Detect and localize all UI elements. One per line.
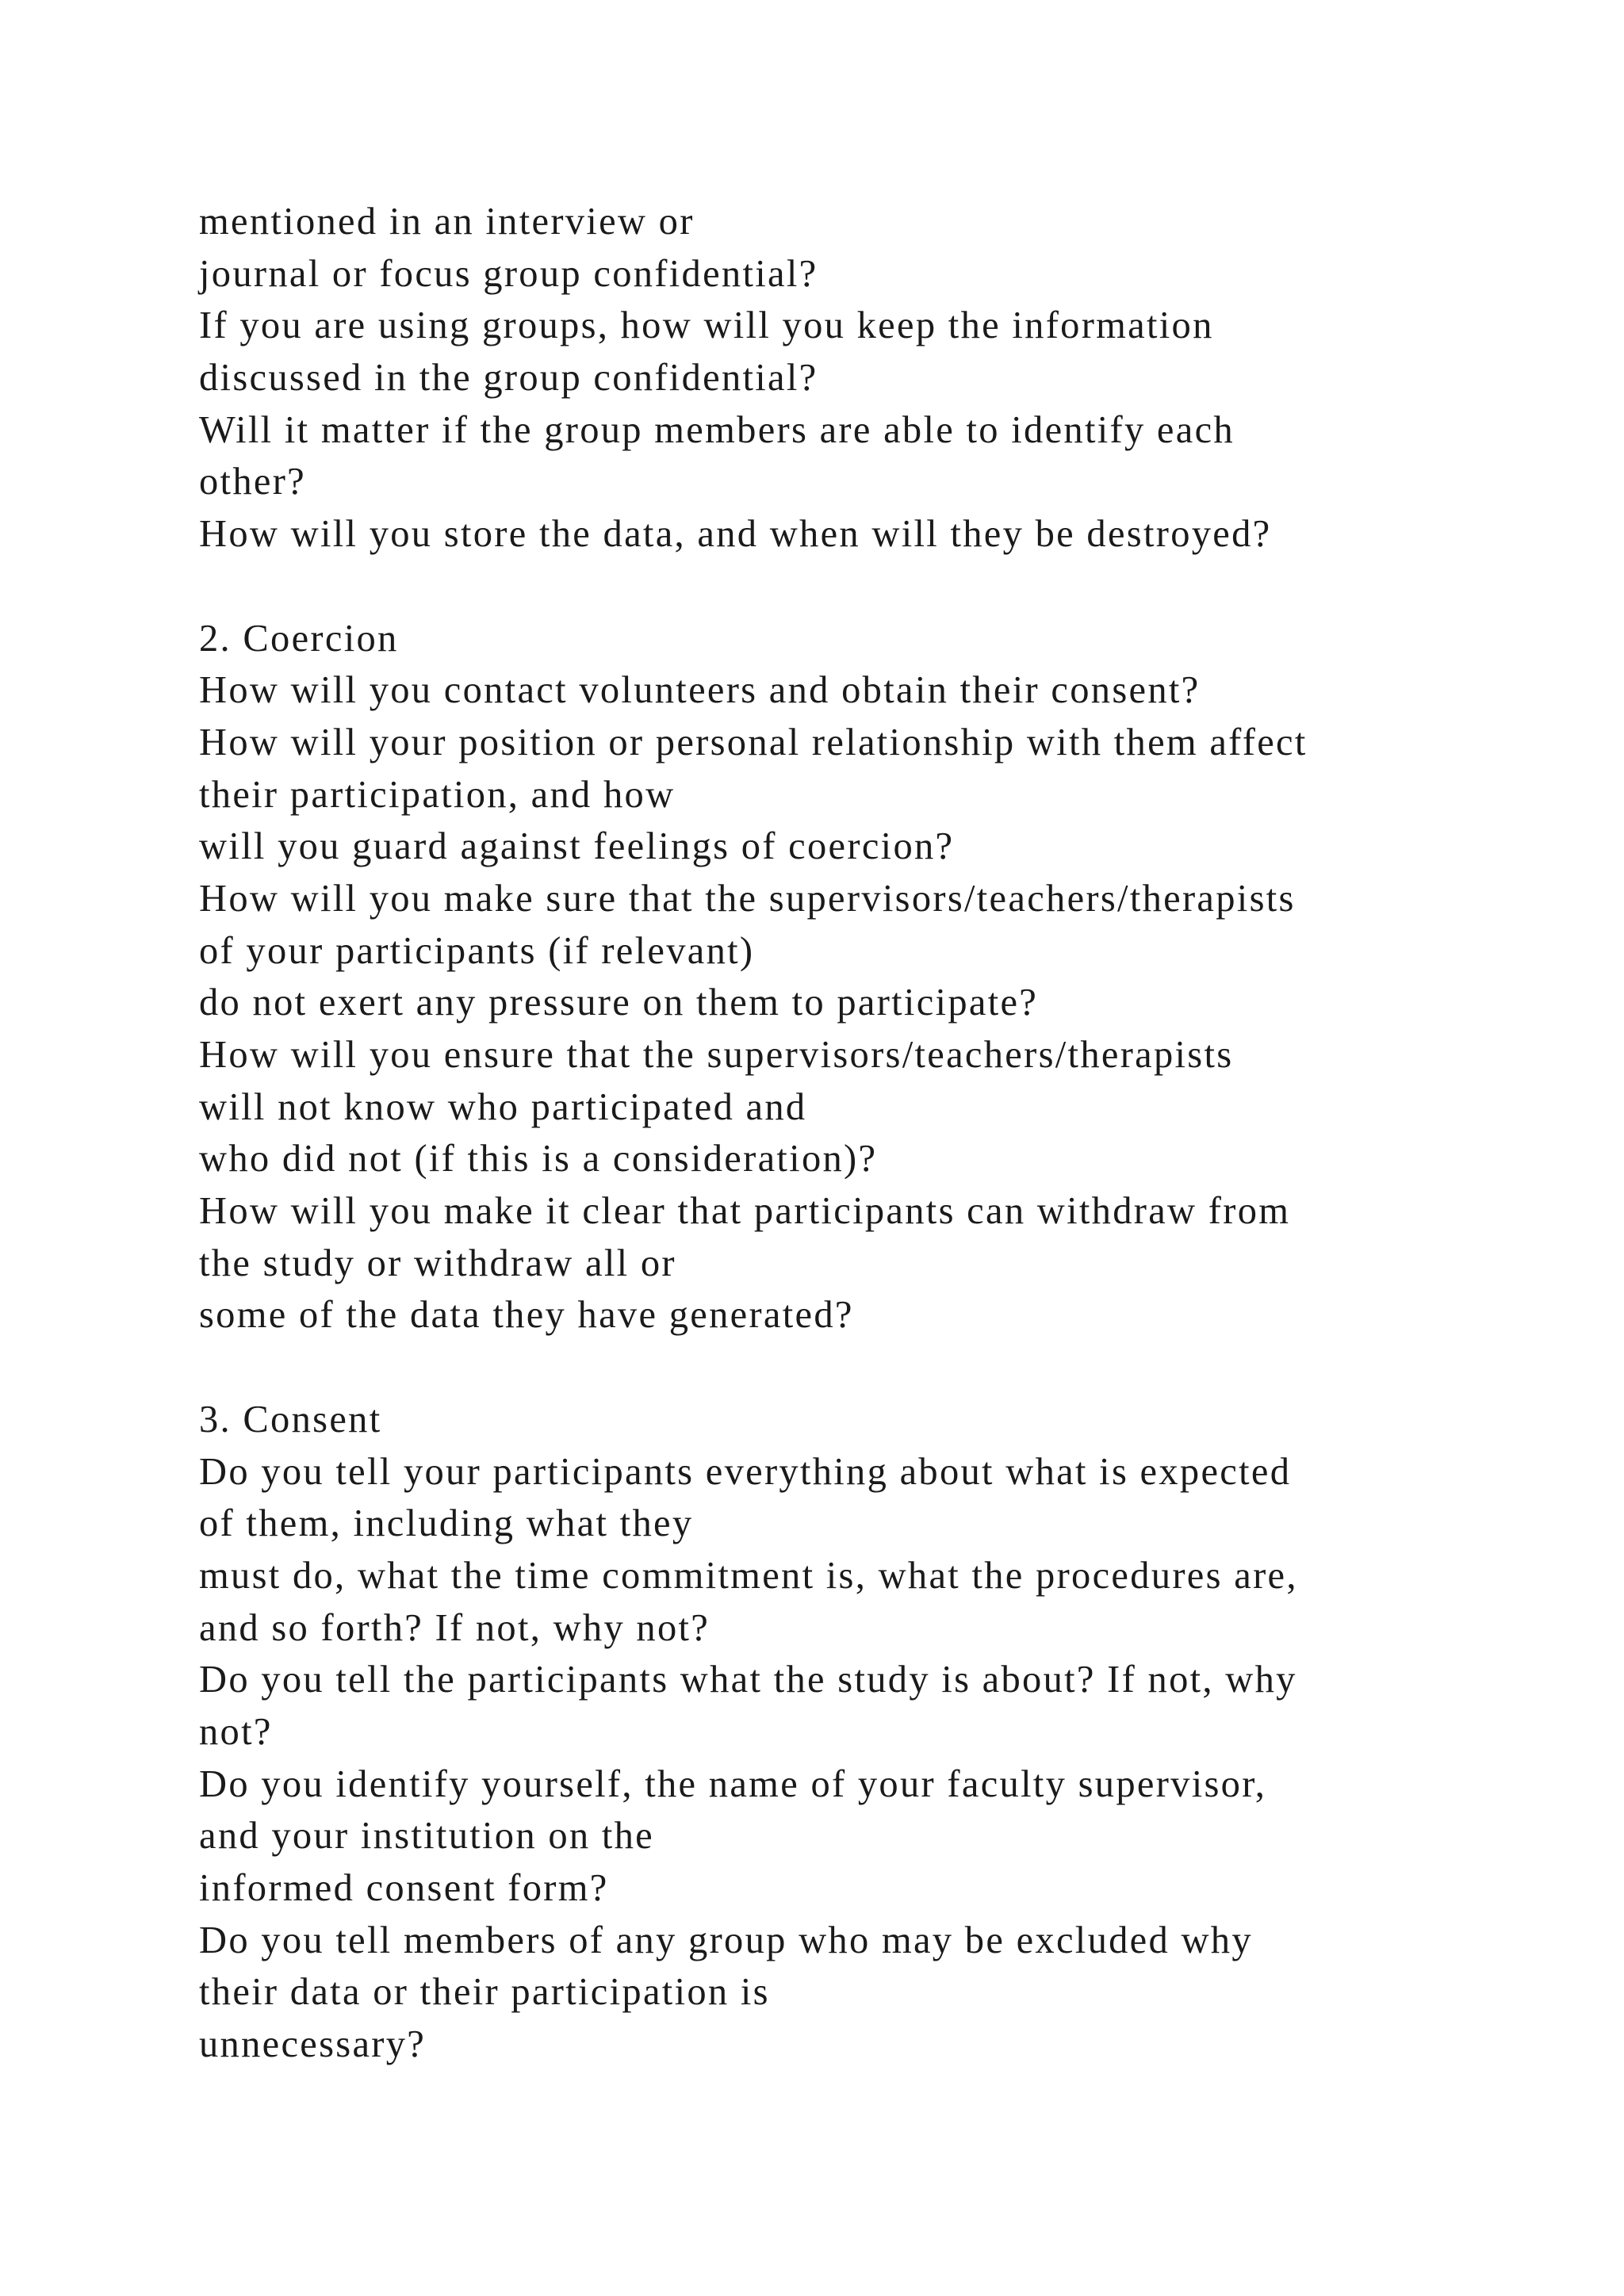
text-line: of them, including what they	[199, 1502, 694, 1545]
text-line: the study or withdraw all or	[199, 1242, 676, 1284]
text-line: How will you make sure that the supervisors/teachers/therapists	[199, 877, 1296, 920]
text-line: their data or their participation is	[199, 1971, 770, 2014]
text-line: How will your position or personal relationship with them affect	[199, 721, 1308, 763]
text-line: Will it matter if the group members are able to identify each	[199, 408, 1235, 451]
text-line: who did not (if this is a consideration)?	[199, 1138, 878, 1181]
section-heading-consent: 3. Consent	[199, 1398, 382, 1441]
text-line: Do you identify yourself, the name of your faculty supervisor,	[199, 1762, 1267, 1805]
text-line: and your institution on the	[199, 1815, 655, 1858]
text-line: some of the data they have generated?	[199, 1294, 854, 1337]
text-line: unnecessary?	[199, 2023, 427, 2066]
text-line: discussed in the group confidential?	[199, 357, 818, 400]
text-line: do not exert any pressure on them to participate?	[199, 982, 1039, 1024]
blank-line	[199, 561, 1563, 613]
text-line: How will you ensure that the supervisors/teachers/therapists	[199, 1034, 1234, 1076]
text-line: of your participants (if relevant)	[199, 929, 755, 972]
text-line: If you are using groups, how will you keep the information	[199, 304, 1214, 347]
text-line: must do, what the time commitment is, what the procedures are,	[199, 1554, 1298, 1597]
text-line: and so forth? If not, why not?	[199, 1606, 710, 1649]
text-line: How will you contact volunteers and obtain their consent?	[199, 669, 1201, 712]
text-line: will you guard against feelings of coercion?	[199, 825, 955, 868]
section-heading-coercion: 2. Coercion	[199, 617, 399, 660]
text-line: Do you tell members of any group who may be excluded why	[199, 1919, 1253, 1961]
text-line: How will you make it clear that participants can withdraw from	[199, 1190, 1291, 1233]
text-line: informed consent form?	[199, 1867, 609, 1909]
text-line: journal or focus group confidential?	[199, 252, 818, 295]
text-line: mentioned in an interview or	[199, 201, 695, 243]
document-body	[199, 196, 1563, 2071]
text-line: will not know who participated and	[199, 1085, 807, 1128]
text-line: other?	[199, 461, 306, 503]
text-line: Do you tell your participants everything about what is expected	[199, 1450, 1292, 1493]
text-line: Do you tell the participants what the study is about? If not, why	[199, 1659, 1297, 1701]
blank-line	[199, 1341, 1563, 1394]
text-line: How will you store the data, and when will they be destroyed?	[199, 513, 1272, 556]
text-line: their participation, and how	[199, 773, 676, 816]
text-line: not?	[199, 1710, 273, 1753]
